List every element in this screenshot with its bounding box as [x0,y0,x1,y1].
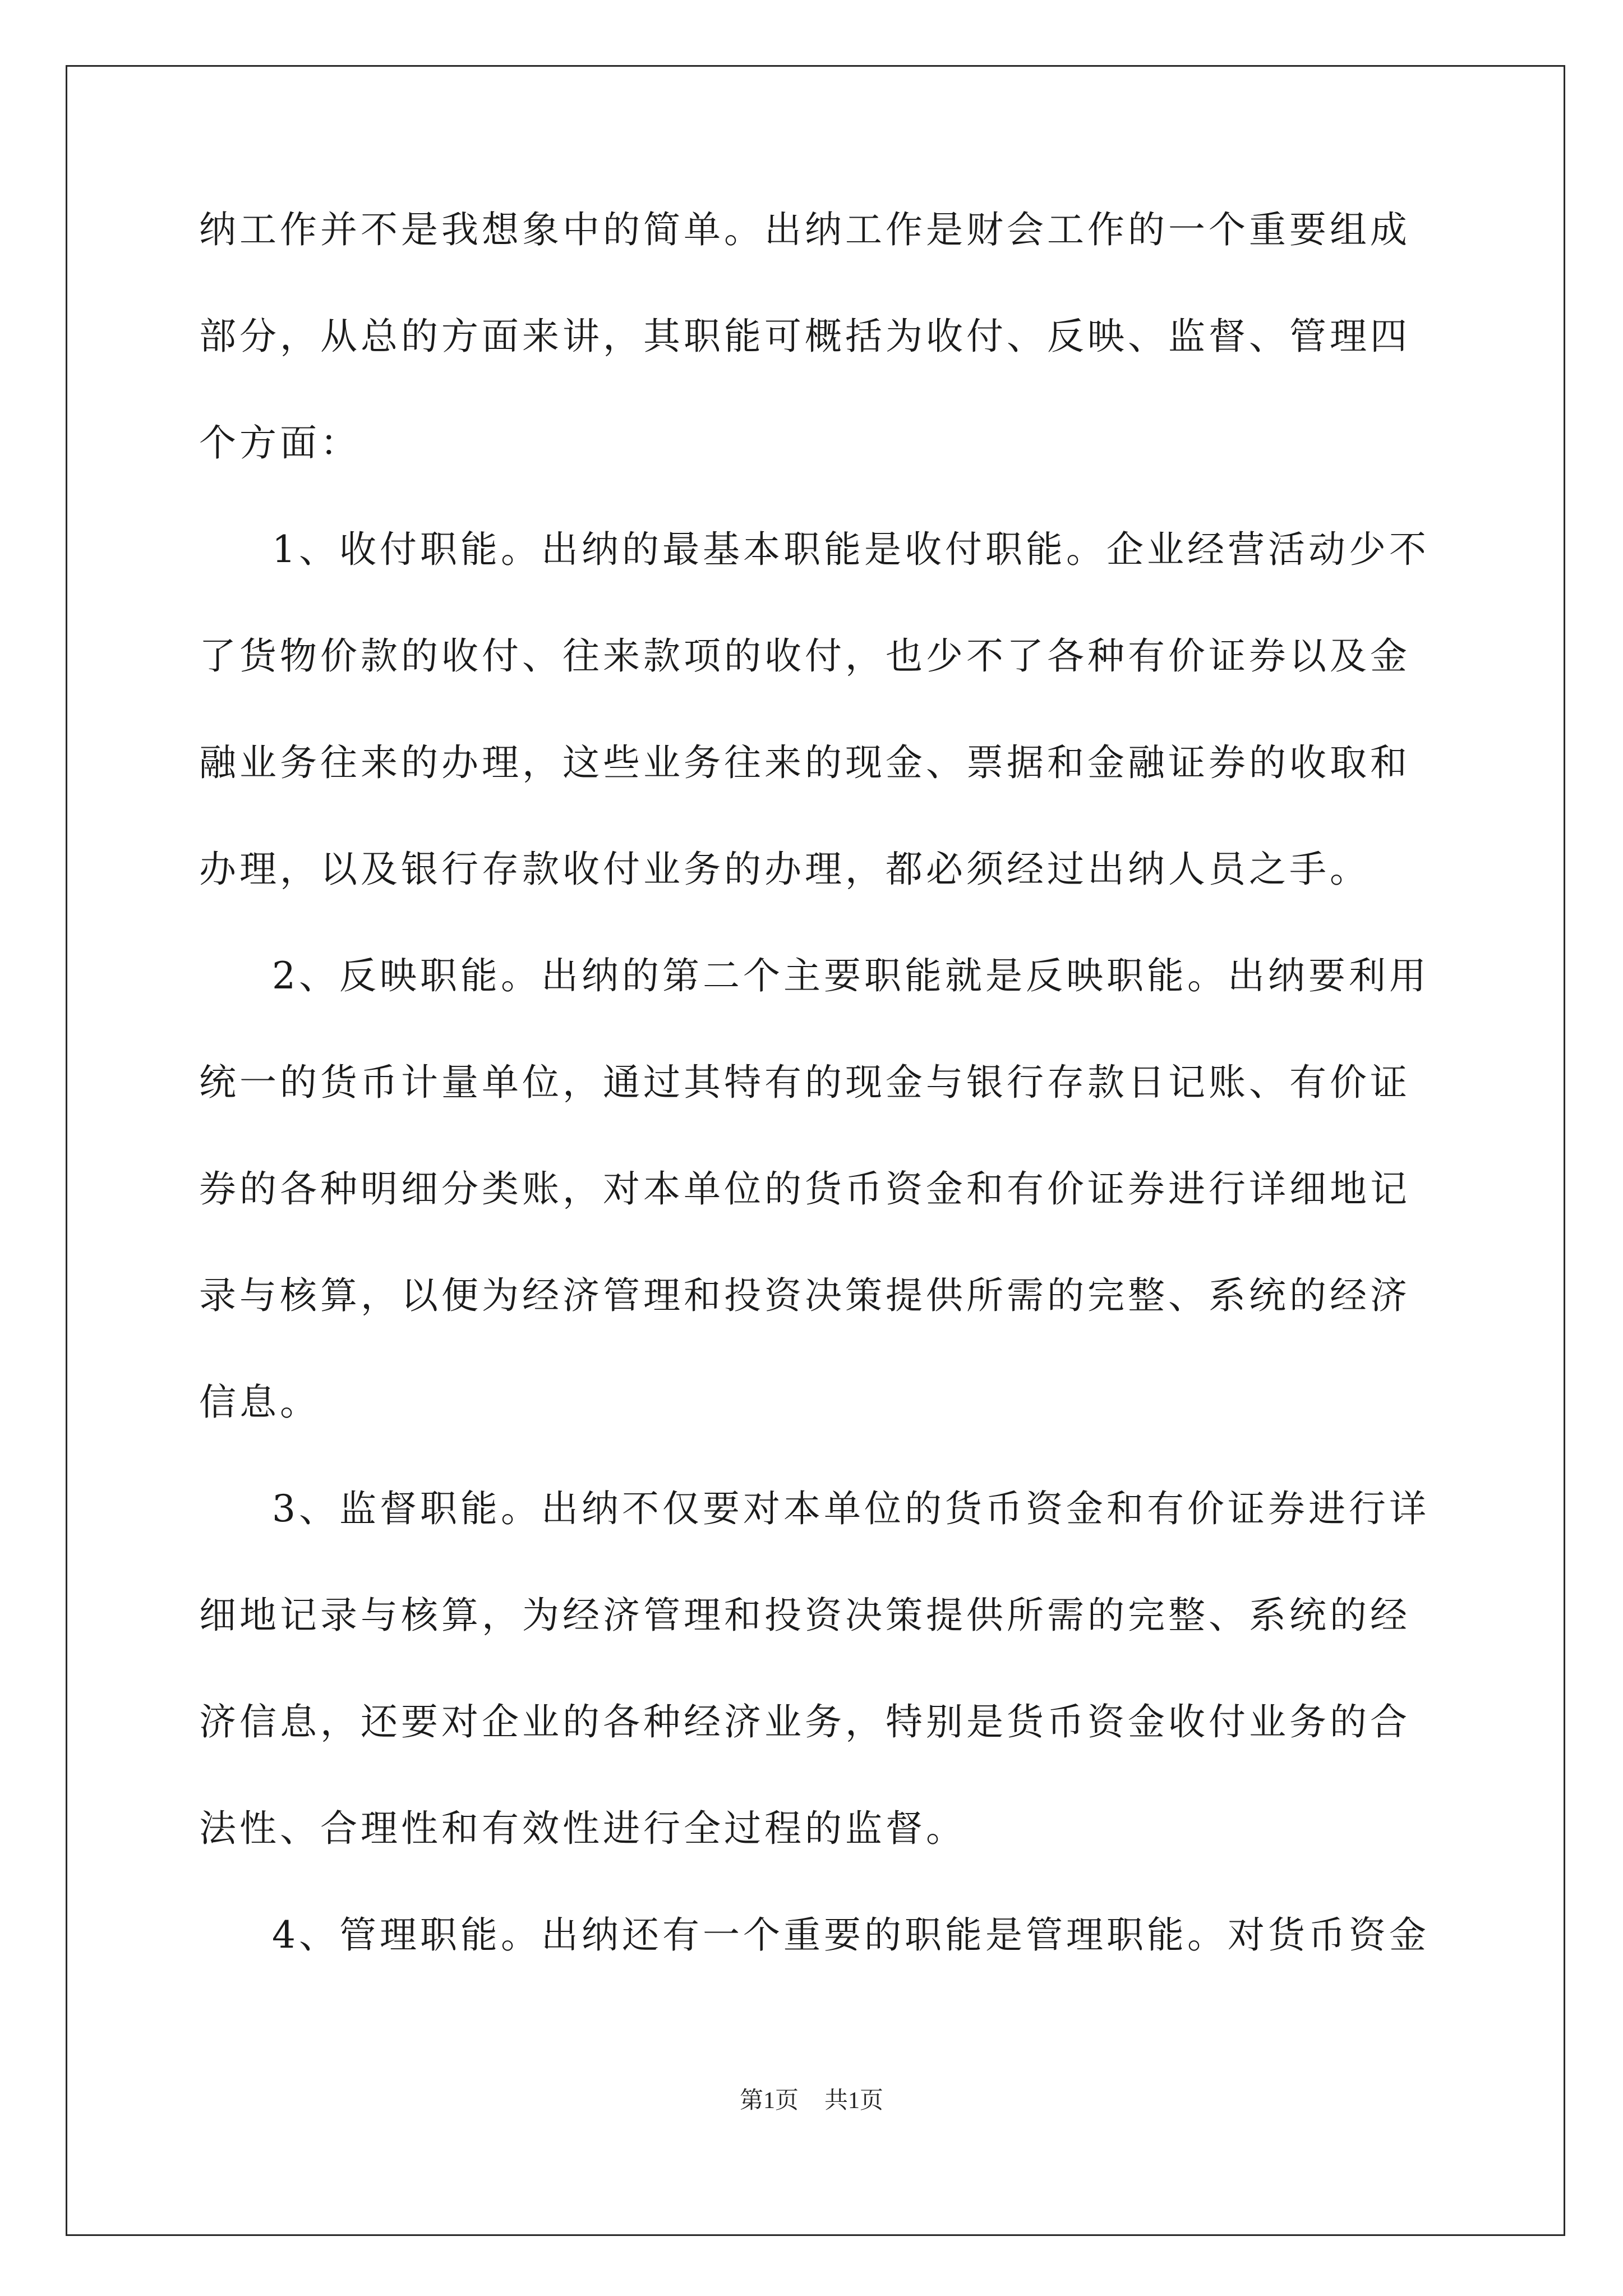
page-total: 共1页 [824,2088,884,2114]
text-line: 个方面： [199,421,361,464]
text-line: 济信息，还要对企业的各种经济业务，特别是货币资金收付业务的合 [199,1700,1410,1743]
text-line: 纳工作并不是我想象中的简单。出纳工作是财会工作的一个重要组成 [199,208,1410,251]
text-line: 统一的货币计量单位，通过其特有的现金与银行存款日记账、有价证 [199,1061,1410,1104]
page-border [66,65,1565,2236]
paragraph-2-start: 2、反映职能。出纳的第二个主要职能就是反映职能。出纳要利用 [272,954,1430,997]
text-line: 细地记录与核算，为经济管理和投资决策提供所需的完整、系统的经 [199,1594,1410,1637]
paragraph-3-start: 3、监督职能。出纳不仅要对本单位的货币资金和有价证券进行详 [272,1487,1430,1530]
paragraph-4-start: 4、管理职能。出纳还有一个重要的职能是管理职能。对货币资金 [272,1913,1430,1957]
text-line: 了货物价款的收付、往来款项的收付，也少不了各种有价证券以及金 [199,634,1410,678]
page-footer [0,2087,1623,2115]
page-number: 第1页 [739,2088,799,2114]
text-line: 融业务往来的办理，这些业务往来的现金、票据和金融证券的收取和 [199,741,1410,784]
text-line: 信息。 [199,1381,320,1424]
text-line: 办理，以及银行存款收付业务的办理，都必须经过出纳人员之手。 [199,848,1370,891]
text-line: 券的各种明细分类账，对本单位的货币资金和有价证券进行详细地记 [199,1167,1410,1211]
text-line: 录与核算，以便为经济管理和投资决策提供所需的完整、系统的经济 [199,1274,1410,1317]
text-line: 法性、合理性和有效性进行全过程的监督。 [199,1807,966,1850]
text-line: 部分，从总的方面来讲，其职能可概括为收付、反映、监督、管理四 [199,315,1410,358]
paragraph-1-start: 1、收付职能。出纳的最基本职能是收付职能。企业经营活动少不 [272,528,1430,571]
